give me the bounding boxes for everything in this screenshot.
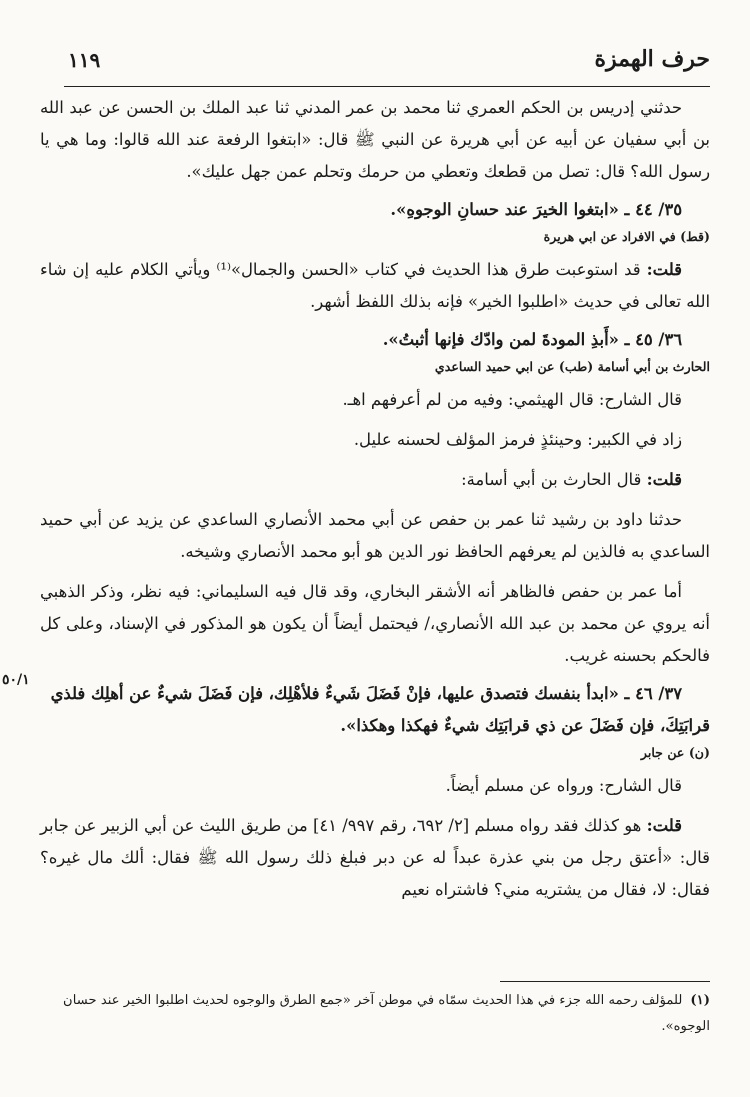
isnad-paragraph: حدثني إدريس بن الحكم العمري ثنا محمد بن عمر المدني ثنا عبد الملك بن الحسن عن عبد الله بن أبي سفيان عن أبيه عن أبي هريرة عن النبي ﷺ قال: «ابتغوا الرفعة عند الله قالوا: وما هي يا رسول الله؟ قال: تصل من قطعك وتعطي من حرمك وتحلم عمن جهل عليك». [40,98,710,181]
footnote-text: للمؤلف رحمه الله جزء في هذا الحديث سمّاه في موطن آخر «جمع الطرق والوجوه لحديث اطلبوا الخير عند حسان الوجوه». [63,993,710,1034]
sharih-note: قال الشارح: قال الهيثمي: وفيه من لم أعرفهم اهـ. [342,390,682,409]
qult-label: قلت: [646,260,683,279]
main-text [40,92,710,906]
kabir-note: زاد في الكبير: وحينئذٍ فرمز المؤلف لحسنه عليل. [353,430,682,449]
hadith-37-source: (ن) عن جابر [640,745,710,760]
hadith-36-source: الحارث بن أبي أسامة (طب) عن ابي حميد الساعدي [434,359,710,374]
footnote-marker: (١) [690,993,710,1008]
hadith-36: ٣٦/ ٤٥ ـ «أَبذِ المودةَ لمن وادّك فإنها أثبتُ». [382,330,682,349]
footnote-rule [500,981,710,982]
commentary-paragraph [40,254,710,318]
qult-paragraph [40,464,710,496]
qult-label: قلت: [646,470,682,489]
margin-reference: ٥٠/١ [2,672,30,688]
page-number: ١١٩ [68,48,101,72]
commentary-text: قد استوعبت طرق هذا الحديث في كتاب «الحسن والجمال»⁽¹⁾ ويأتي الكلام عليه إن شاء الله تعالى في حديث «اطلبوا الخير» فإنه بذلك اللفظ أشهر. [40,260,710,311]
qult-text: قال الحارث بن أبي أسامة: [461,470,647,489]
qult-text-2: هو كذلك فقد رواه مسلم [٢/ ٦٩٢، رقم ٩٩٧/ ٤١] من طريق الليث عن أبي الزبير عن جابر قال: «أعتق رجل من بني عذرة عبداً له عن دبر فبلغ ذلك رسول الله ﷺ فقال: ألك مال غيره؟ فقال: لا، فقال من يشتريه مني؟ فاشتراه نعيم [40,816,710,899]
footnote [42,988,710,1040]
analysis-paragraph: أما عمر بن حفص فالظاهر أنه الأشقر البخاري، وقد قال فيه السليماني: فيه نظر، وذكر الذهبي أنه يروي عن محمد بن عبد الله الأنصاري،/ فيحتمل أيضاً أن يكون هو المذكور في الإسناد، وعلى كل فالحكم بحسنه غريب. [40,582,710,665]
qult-paragraph-2 [40,810,710,906]
isnad-paragraph-2: حدثنا داود بن رشيد ثنا عمر بن حفص عن أبي محمد الأنصاري الساعدي عن يزيد عن أبي حميد الساعدي به فالذين لم يعرفهم الحافظ نور الدين هو أبو محمد الأنصاري وشيخه. [40,510,710,561]
hadith-37: ٣٧/ ٤٦ ـ «ابدأ بنفسك فتصدق عليها، فإنْ فَضَلَ شَيءٌ فلأهْلِك، فإن فَضَلَ شيءٌ عن أهلِك فلذي قرابَتِكَ، فإن فَضَلَ عن ذي قرابَتِك شيءٌ فهكذا وهكذا». [50,684,710,735]
running-header [64,46,710,87]
qult-label: قلت: [646,816,683,835]
hadith-35-source: (قط) في الافراد عن ابي هريرة [543,229,710,244]
chapter-title: حرف الهمزة [594,46,710,72]
sharih-note-2: قال الشارح: ورواه عن مسلم أيضاً. [445,776,682,795]
hadith-35: ٣٥/ ٤٤ ـ «ابتغوا الخيرَ عند حسانِ الوجوهِ». [390,200,682,219]
